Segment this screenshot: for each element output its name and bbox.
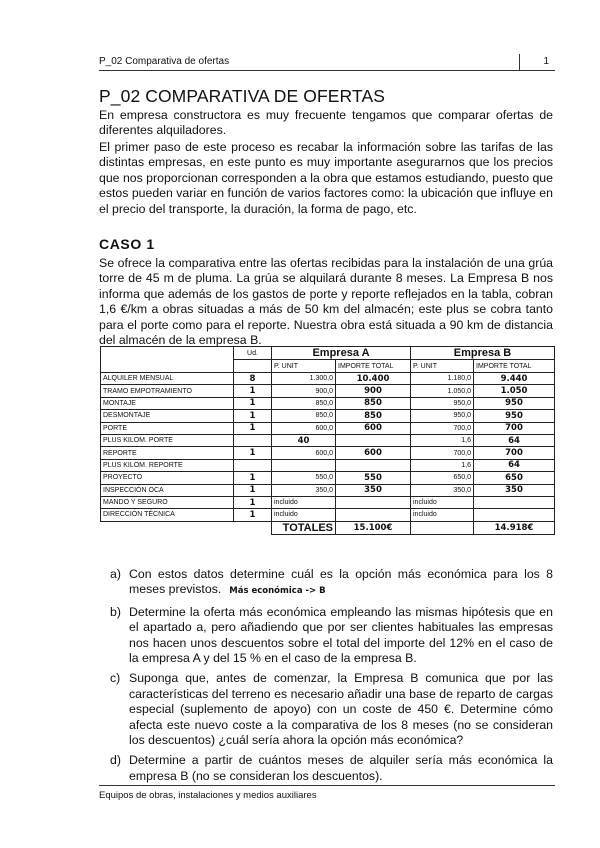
row-a-total: 900	[336, 385, 411, 397]
row-b-unit: 350,0	[411, 484, 474, 496]
row-b-unit: 1,6	[411, 434, 474, 446]
b-unit-header: P. UNIT	[411, 360, 474, 373]
row-a-total: 550	[336, 472, 411, 484]
offers-table	[100, 346, 555, 535]
row-a-unit: 550,0	[272, 472, 336, 484]
row-a-unit: 40	[272, 434, 336, 446]
table-header-row	[101, 347, 555, 360]
row-concept: ALQUILER MENSUAL	[101, 373, 234, 385]
page-header	[99, 56, 555, 71]
row-b-total: 950	[474, 410, 555, 422]
row-b-total	[474, 509, 555, 521]
row-a-total: 850	[336, 410, 411, 422]
table-body	[101, 373, 555, 522]
row-a-unit: incluido	[272, 509, 336, 521]
row-ud: 1	[234, 509, 272, 521]
handwritten-answer: Más económica -> B	[229, 586, 326, 597]
case-description: Se ofrece la comparativa entre las ofertas recibidas para la instalación de una grúa torre de 45 m de pluma. La grúa se alquilará durante 8 meses. La Empresa B nos informa que además de los gastos de porte y reporte reflejados en la tabla, cobran 1,6 €/km a obras situadas a más de 50 km del almacén; este plus se cobra tanto para el porte como para el reporte. Nuestra obra está situada a 90 km de distancia del almacén de la empresa B.	[99, 256, 553, 348]
page-footer: Equipos de obras, instalaciones y medios auxiliares	[99, 785, 555, 801]
row-ud: 1	[234, 410, 272, 422]
table-row	[101, 434, 555, 446]
row-b-total: 700	[474, 422, 555, 434]
row-concept: PLUS KILOM. REPORTE	[101, 459, 234, 471]
company-a-header: Empresa A	[272, 347, 411, 360]
row-ud	[234, 459, 272, 471]
row-a-total	[336, 434, 411, 446]
row-a-total: 350	[336, 484, 411, 496]
questions-list	[110, 567, 553, 789]
row-a-total: 10.400	[336, 373, 411, 385]
question-text: Determine la oferta más económica empleando las mismas hipótesis que en el apartado a, pero añadiendo que por ser clientes habituales las empresas nos hacen unos descuentos sobre el total del importe del 12% en el caso de la empresa A y del 15 % en el caso de la empresa B.	[129, 604, 553, 666]
row-concept: MONTAJE	[101, 397, 234, 409]
concept-header	[101, 347, 234, 373]
row-b-total: 1.050	[474, 385, 555, 397]
row-a-total	[336, 509, 411, 521]
question-c	[110, 671, 553, 748]
totals-row	[101, 521, 555, 534]
row-b-total: 9.440	[474, 373, 555, 385]
case-heading: CASO 1	[99, 236, 155, 252]
row-b-unit: 1.050,0	[411, 385, 474, 397]
row-ud: 1	[234, 472, 272, 484]
row-b-total: 64	[474, 459, 555, 471]
row-a-total: 600	[336, 447, 411, 459]
totals-b-spacer	[411, 521, 474, 534]
b-total-header: IMPORTE TOTAL	[474, 360, 555, 373]
row-b-unit: incluido	[411, 496, 474, 508]
row-a-unit: 1.300,0	[272, 373, 336, 385]
row-a-total	[336, 496, 411, 508]
totals-spacer	[101, 521, 272, 534]
row-concept: PLUS KILOM. PORTE	[101, 434, 234, 446]
row-concept: INSPECCIÓN OCA	[101, 484, 234, 496]
table-row	[101, 447, 555, 459]
totals-label: TOTALES	[272, 521, 336, 534]
table-row	[101, 410, 555, 422]
row-a-unit: 850,0	[272, 397, 336, 409]
row-concept: DESMONTAJE	[101, 410, 234, 422]
row-b-total: 950	[474, 397, 555, 409]
row-concept: PORTE	[101, 422, 234, 434]
total-b: 14.918€	[474, 521, 555, 534]
row-a-total: 850	[336, 397, 411, 409]
table-row	[101, 484, 555, 496]
row-ud: 1	[234, 484, 272, 496]
row-a-unit: 600,0	[272, 447, 336, 459]
table-row	[101, 509, 555, 521]
table-row	[101, 397, 555, 409]
row-a-unit: incluido	[272, 496, 336, 508]
row-b-unit: 1.180,0	[411, 373, 474, 385]
row-a-total	[336, 459, 411, 471]
question-letter: d)	[110, 753, 121, 768]
row-b-unit: 1,6	[411, 459, 474, 471]
row-a-total: 600	[336, 422, 411, 434]
question-text: Con estos datos determine cuál es la opción más económica para los 8 meses previstos.	[129, 567, 553, 597]
row-concept: REPORTE	[101, 447, 234, 459]
row-a-unit: 850,0	[272, 410, 336, 422]
question-a	[110, 567, 553, 600]
company-b-header: Empresa B	[411, 347, 555, 360]
row-b-unit: incluido	[411, 509, 474, 521]
table-row	[101, 472, 555, 484]
row-ud: 1	[234, 447, 272, 459]
question-text: Suponga que, antes de comenzar, la Empresa B comunica que por las características del terreno es necesario añadir una base de reparto de cargas especial (suplemento de apoyo) con un coste de 450 €. Determine cómo afecta este nuevo coste a la comparativa de los 8 meses (no se consideran los descuentos) ¿cuál sería ahora la opción más económica?	[129, 671, 553, 748]
question-letter: a)	[110, 567, 121, 581]
question-letter: c)	[110, 671, 121, 686]
question-text: Determine a partir de cuántos meses de alquiler sería más económica la empresa B (no se consideran los descuentos).	[129, 753, 553, 783]
table-row	[101, 496, 555, 508]
row-b-unit: 950,0	[411, 410, 474, 422]
row-b-unit: 650,0	[411, 472, 474, 484]
table-row	[101, 373, 555, 385]
row-b-total	[474, 496, 555, 508]
row-b-unit: 950,0	[411, 397, 474, 409]
a-total-header: IMPORTE TOTAL	[336, 360, 411, 373]
ud-subheader	[234, 360, 272, 373]
table-row	[101, 459, 555, 471]
row-concept: MANDO Y SEGURO	[101, 496, 234, 508]
row-b-total: 64	[474, 434, 555, 446]
row-a-unit	[272, 459, 336, 471]
ud-header: Ud.	[234, 347, 272, 360]
row-concept: TRAMO EMPOTRAMIENTO	[101, 385, 234, 397]
header-title: P_02 Comparativa de ofertas	[99, 56, 230, 67]
row-b-total: 650	[474, 472, 555, 484]
total-a: 15.100€	[336, 521, 411, 534]
row-ud: 1	[234, 385, 272, 397]
row-b-total: 700	[474, 447, 555, 459]
question-d	[110, 753, 553, 784]
document-title: P_02 COMPARATIVA DE OFERTAS	[99, 86, 386, 106]
row-ud: 1	[234, 496, 272, 508]
row-a-unit: 900,0	[272, 385, 336, 397]
a-unit-header: P. UNIT	[272, 360, 336, 373]
intro-paragraph-1: En empresa constructora es muy frecuente tengamos que comparar ofertas de diferentes alquiladores.	[99, 108, 553, 138]
table-row	[101, 385, 555, 397]
row-b-unit: 700,0	[411, 422, 474, 434]
header-separator	[519, 54, 520, 70]
row-a-unit: 350,0	[272, 484, 336, 496]
row-concept: PROYECTO	[101, 472, 234, 484]
row-ud: 1	[234, 397, 272, 409]
question-letter: b)	[110, 604, 121, 619]
row-b-unit: 700,0	[411, 447, 474, 459]
question-b	[110, 605, 553, 667]
row-concept: DIRECCIÓN TÉCNICA	[101, 509, 234, 521]
page-number: 1	[543, 56, 549, 67]
intro-paragraph-2: El primer paso de este proceso es recabar la información sobre las tarifas de las distintas empresas, en este punto es muy importante asegurarnos que los precios que nos proporcionan corresponden a la obra que estamos estudiando, puesto que estos pueden variar en función de varios factores como: la ubicación que influye en el precio del transporte, la duración, la forma de pago, etc.	[99, 140, 553, 216]
row-a-unit: 600,0	[272, 422, 336, 434]
row-ud: 1	[234, 422, 272, 434]
table-row	[101, 422, 555, 434]
row-ud: 8	[234, 373, 272, 385]
row-ud	[234, 434, 272, 446]
row-b-total: 350	[474, 484, 555, 496]
